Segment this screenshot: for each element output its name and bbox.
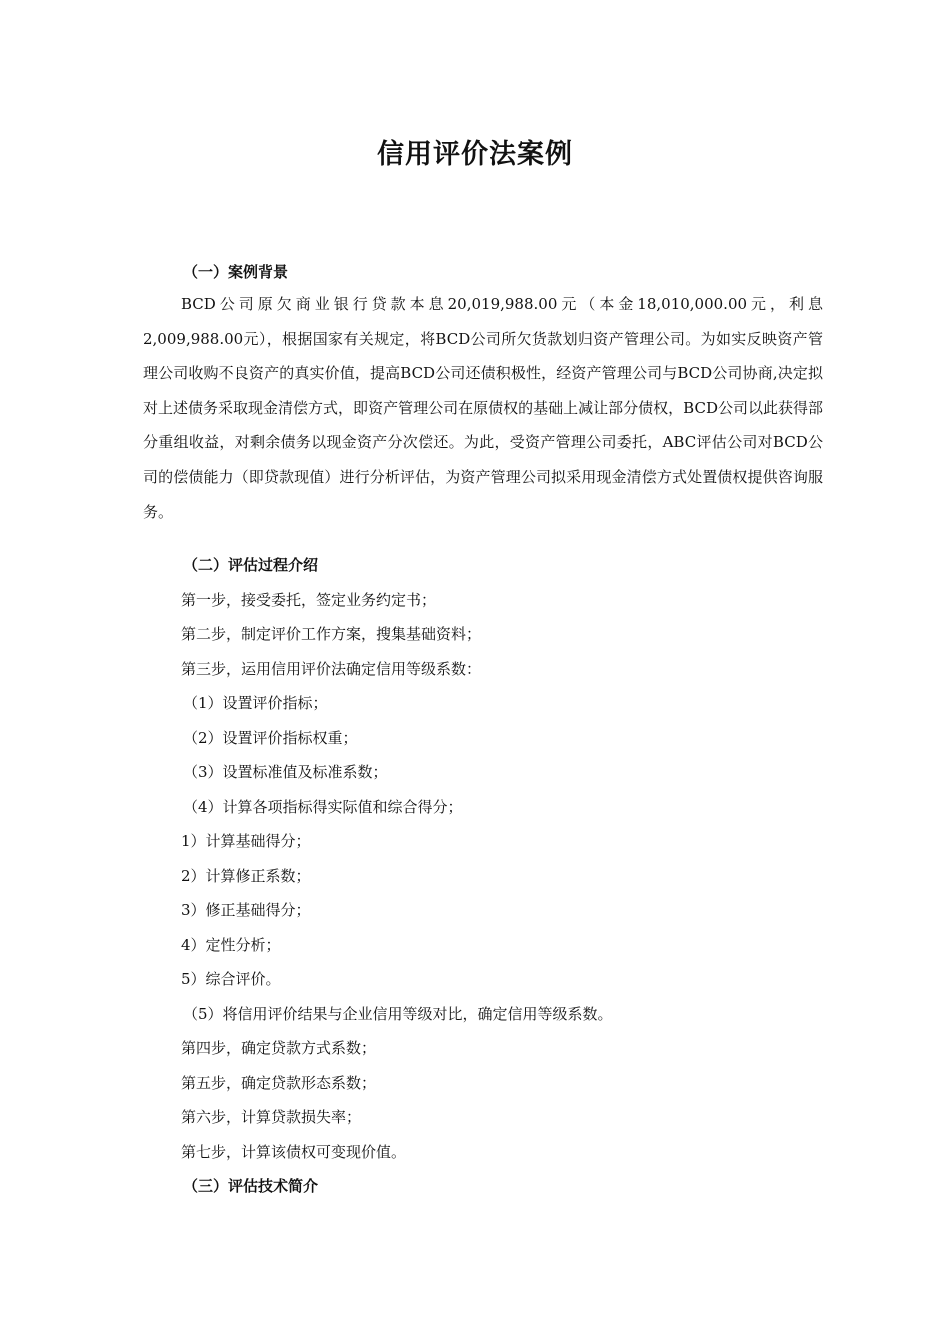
step-4: 第四步，确定贷款方式系数； xyxy=(181,1039,377,1057)
sub-item-2: 2）计算修正系数； xyxy=(181,867,311,885)
section-heading-background: （一）案例背景 xyxy=(183,263,289,281)
step-3: 第三步，运用信用评价法确定信用等级系数： xyxy=(181,660,482,678)
background-paragraph-text: BCD公司原欠商业银行贷款本息20,019,988.00元（本金18,010,000.00元，利息2,009,988.00元），根据国家有关规定，将BCD公司所欠货款划归资产管理公司。为如实反映资产管理公司收购不良资产的真实价值，提高BCD公司还债积极性，经资产管理公司与BCD公司协商,决定拟对上述债务采取现金清偿方式，即资产管理公司在原债权的基础上减让部分债权，BCD公司以此获得部分重组收益，对剩余债务以现金资产分次偿还。为此，受资产管理公司委托，ABC评估公司对BCD公司的偿债能力（即贷款现值）进行分析评估，为资产管理公司拟采用现金清偿方式处置债权提供咨询服务。 xyxy=(143,295,823,521)
step-1: 第一步，接受委托，签定业务约定书； xyxy=(181,591,437,609)
sub-item-5: 5）综合评价。 xyxy=(181,970,281,988)
section-heading-process: （二）评估过程介绍 xyxy=(183,556,319,574)
background-paragraph xyxy=(143,287,823,529)
sub-item-1: 1）计算基础得分； xyxy=(181,832,311,850)
sub-item-4: 4）定性分析； xyxy=(181,936,281,954)
step-6: 第六步，计算贷款损失率； xyxy=(181,1108,362,1126)
step-7: 第七步，计算该债权可变现价值。 xyxy=(181,1143,407,1161)
sub-step-4: （4）计算各项指标得实际值和综合得分； xyxy=(183,798,463,816)
sub-step-2: （2）设置评价指标权重； xyxy=(183,729,358,747)
sub-step-5: （5）将信用评价结果与企业信用等级对比，确定信用等级系数。 xyxy=(183,1005,613,1023)
section-heading-technique: （三）评估技术简介 xyxy=(183,1177,319,1195)
sub-step-3: （3）设置标准值及标准系数； xyxy=(183,763,388,781)
document-title: 信用评价法案例 xyxy=(377,139,573,170)
sub-step-1: （1）设置评价指标； xyxy=(183,694,328,712)
sub-item-3: 3）修正基础得分； xyxy=(181,901,311,919)
step-2: 第二步，制定评价工作方案，搜集基础资料； xyxy=(181,625,482,643)
step-5: 第五步，确定贷款形态系数； xyxy=(181,1074,377,1092)
